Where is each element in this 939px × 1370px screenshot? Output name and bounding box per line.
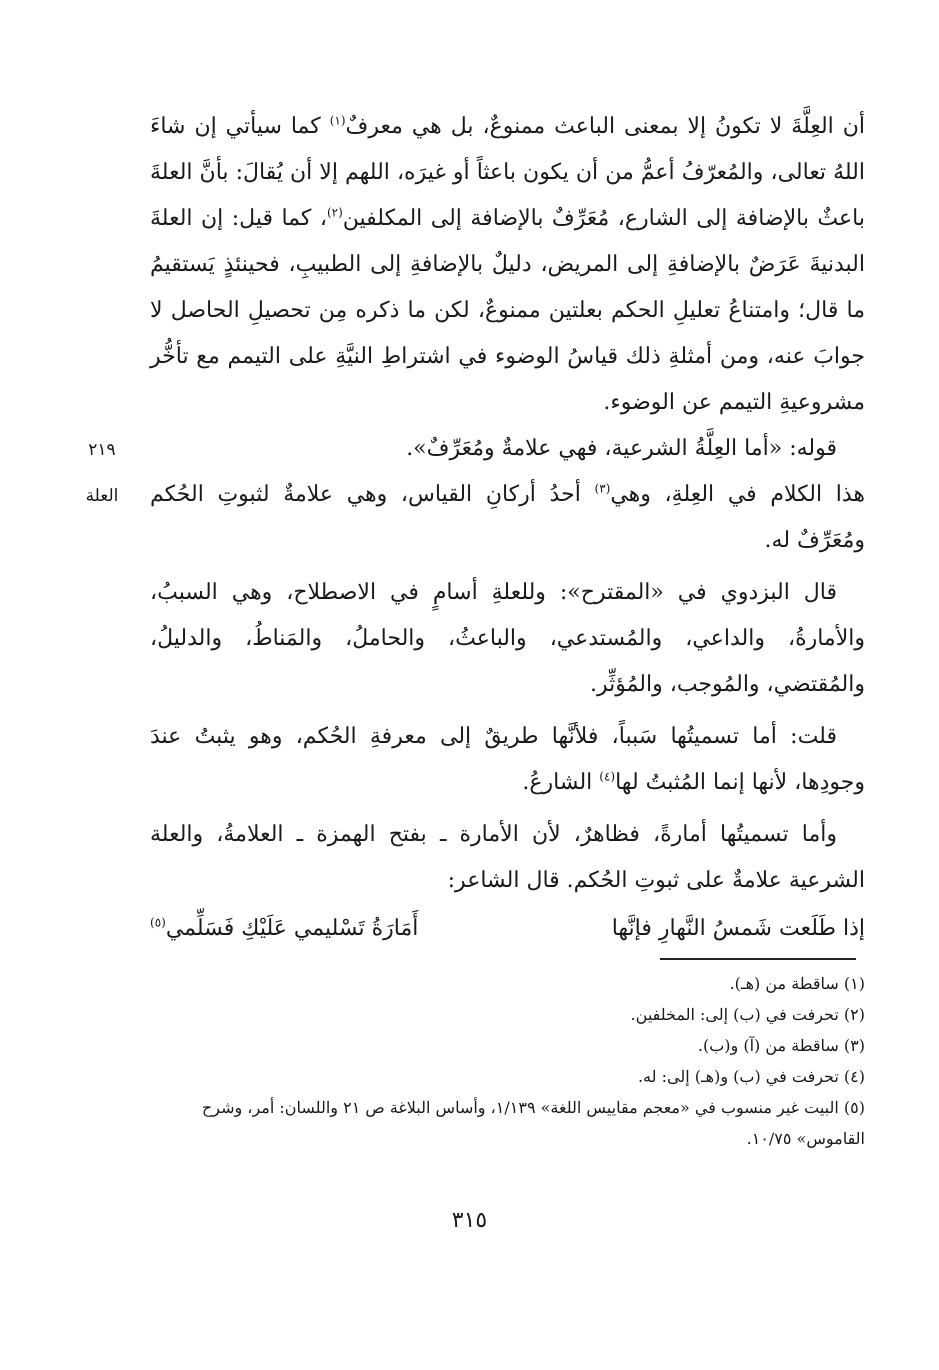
margin-number: ٢١٩	[88, 440, 116, 460]
page-number: ٣١٥	[451, 1208, 488, 1233]
footnote-ref-2: (٢)	[326, 205, 343, 220]
verse-second-hemistich	[150, 906, 418, 952]
paragraph-6: وأما تسميتُها أمارةً، فظاهرٌ، لأن الأمارة ـ بفتح الهمزة ـ العلامةُ، والعلة الشرعية علامةٌ على ثبوتِ الحُكم. قال الشاعر:	[150, 822, 865, 893]
footnote-2: (٢) تحرفت في (ب) إلى: المخلفين.	[630, 1005, 865, 1024]
paragraph-3	[150, 472, 865, 564]
paragraph-5	[150, 714, 865, 806]
footnote-ref-1: (١)	[329, 113, 346, 128]
paragraph-1-part-a: أن العِلَّةَ لا تكونُ إلا بمعنى الباعث ممنوعٌ، بل هي معرفٌ	[345, 114, 866, 139]
paragraph-quote: قوله: «أما العِلَّةُ الشرعية، فهي علامةٌ ومُعَرِّفٌ».	[406, 436, 837, 461]
paragraph-3-part-a: هذا الكلام في العِلةِ، وهي	[610, 482, 865, 507]
paragraph-5-part-b: الشارعُ.	[522, 770, 600, 795]
verse-second-text: أَمَارَةُ تَسْليمي عَلَيْكِ فَسَلِّمي	[165, 916, 419, 941]
footnote-ref-4: (٤)	[599, 769, 616, 784]
footnote-5: (٥) البيت غير منسوب في «معجم مقاييس اللغة» ١/١٣٩، وأساس البلاغة ص ٢١ واللسان: أمر، وشرح القاموس» ١٠/٧٥.	[201, 1098, 865, 1148]
footnote-4: (٤) تحرفت في (ب) و(هـ) إلى: له.	[637, 1067, 865, 1086]
paragraph-5-part-a: قلت: أما تسميتُها سَبباً، فلأنَّها طريقٌ إلى معرفةِ الحُكم، وهو يثبتُ عندَ وجودِها، لأنها إنما المُثبتُ لها	[150, 724, 865, 795]
paragraph-1	[150, 104, 865, 426]
margin-label: العلة	[85, 486, 119, 506]
paragraph-3-part-b: أحدُ أركانِ القياس، وهي علامةٌ لثبوتِ الحُكم ومُعَرِّفٌ له.	[150, 482, 865, 553]
paragraph-1-part-b: كما سيأتي إن شاءَ اللهُ تعالى، والمُعرّفُ أعمُّ من أن يكون باعثاً أو غيرَه، اللهم إلا أن يُقالَ: بأنَّ العلةَ باعثٌ بالإضافة إلى الشارع، مُعَرِّفٌ بالإضافة إلى المكلفين	[150, 114, 865, 231]
footnote-ref-3: (٣)	[594, 481, 611, 496]
main-text	[150, 104, 865, 952]
paragraph-4: قال البزدوي في «المقترح»: وللعلةِ أسامٍ في الاصطلاح، وهي السببُ، والأمارةُ، والداعي، والمُستدعي، والباعثُ، والحاملُ، والمَناطُ، والدليلُ، والمُقتضي، والمُوجب، والمُؤثِّر.	[150, 580, 865, 697]
footnotes	[140, 968, 865, 1154]
footnote-1: (١) ساقطة من (هـ).	[729, 974, 865, 993]
footnote-divider	[660, 958, 856, 960]
poetry-verse	[150, 906, 865, 952]
verse-first-hemistich: إذا طَلَعت شَمسُ النَّهارِ فإنَّها	[611, 916, 865, 941]
paragraph-1-part-c: ، كما قيل: إن العلةَ البدنيةَ عَرَضٌ بالإضافةِ إلى المريض، دليلٌ بالإضافةِ إلى الطبيبِ، فحينئذٍ يَستقيمُ ما قال؛ وامتناعُ تعليلِ الحكم بعلتين ممنوعٌ، لكن ما ذكره مِن تحصيلِ الحاصل لا جوابَ عنه، ومن أمثلةِ ذلك قياسُ الوضوء في اشتراطِ النيَّةِ على التيمم مع تأخُّر مشروعيةِ التيمم عن الوضوء.	[150, 206, 865, 415]
footnote-ref-5: (٥)	[150, 915, 166, 930]
footnote-3: (٣) ساقطة من (آ) و(ب).	[697, 1036, 865, 1055]
